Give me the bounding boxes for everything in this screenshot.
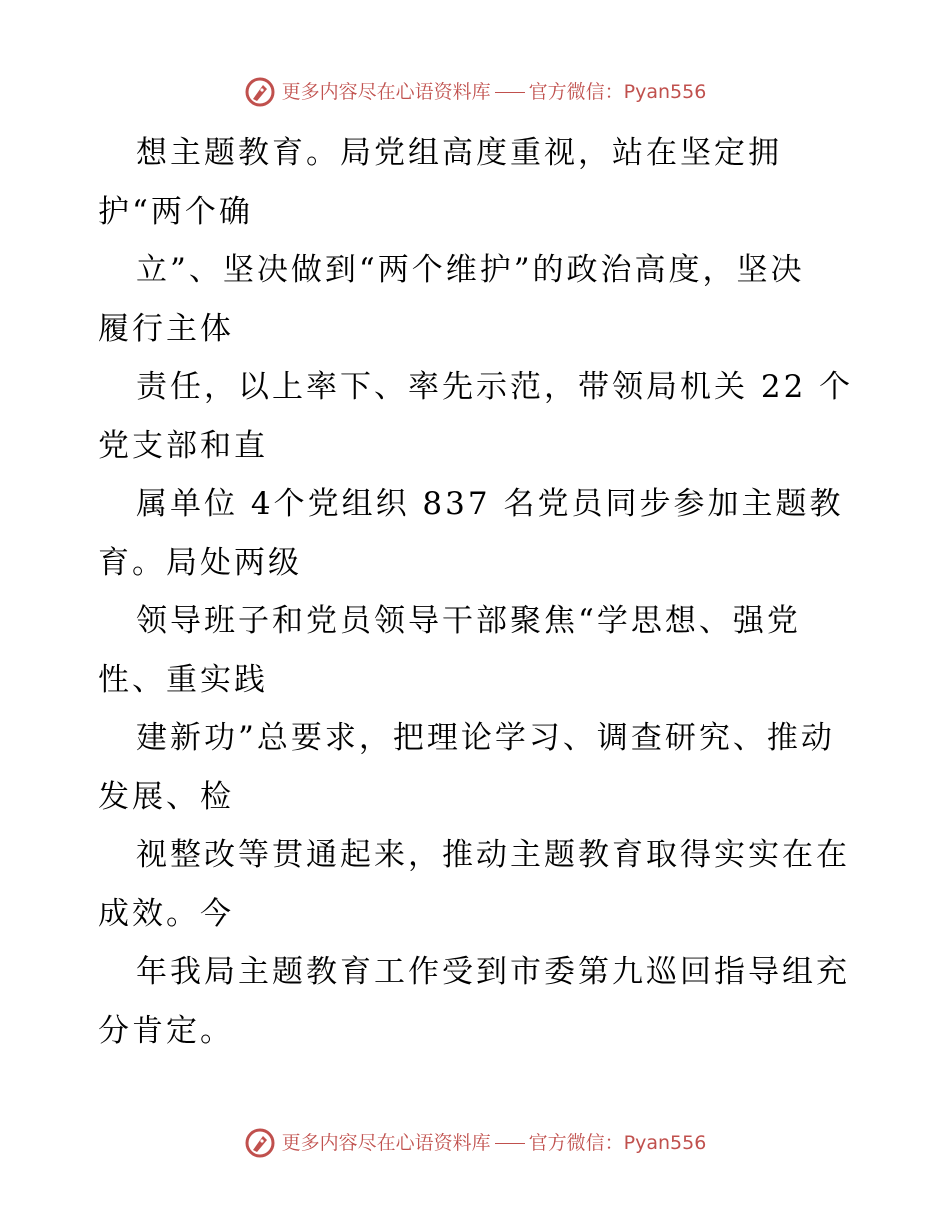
paragraph-line: 发展、检 [98,778,234,815]
paragraph-line: 属单位 4个党组织 837 名党员同步参加主题教 [136,486,844,522]
paragraph-line: 想主题教育。局党组高度重视，站在坚定拥 [136,135,782,171]
pen-nib-logo-icon [244,76,276,108]
watermark-dash [495,1143,525,1144]
pen-nib-logo-icon [244,1127,276,1159]
watermark-wechat-text: 官方微信：Pyan556 [528,81,707,103]
paragraph-line: 年我局主题教育工作受到市委第九巡回指导组充 [136,954,850,990]
paragraph-line: 育。局处两级 [98,544,302,581]
watermark-main-text: 更多内容尽在心语资料库 [281,1132,491,1154]
paragraph-line: 分肯定。 [98,1012,234,1049]
paragraph-line: 责任，以上率下、率先示范，带领局机关 22 个 [136,369,854,405]
paragraph-line: 履行主体 [98,310,234,347]
footer-watermark [0,1127,950,1159]
paragraph-line: 视整改等贯通起来，推动主题教育取得实实在在 [136,837,850,873]
paragraph-line: 成效。今 [98,895,234,932]
paragraph-line: 党支部和直 [98,427,268,464]
paragraph-line: 性、重实践 [98,661,268,698]
watermark-dash [495,92,525,93]
paragraph-line: 建新功”总要求，把理论学习、调查研究、推动 [136,720,835,756]
watermark-wechat-text: 官方微信：Pyan556 [528,1132,707,1154]
watermark-main-text: 更多内容尽在心语资料库 [281,81,491,103]
paragraph-line: 领导班子和党员领导干部聚焦“学思想、强党 [136,603,801,639]
document-body [98,124,858,1060]
header-watermark [0,76,950,108]
paragraph-line: 护“两个确 [98,193,253,230]
paragraph-line: 立”、坚决做到“两个维护”的政治高度，坚决 [136,252,805,288]
